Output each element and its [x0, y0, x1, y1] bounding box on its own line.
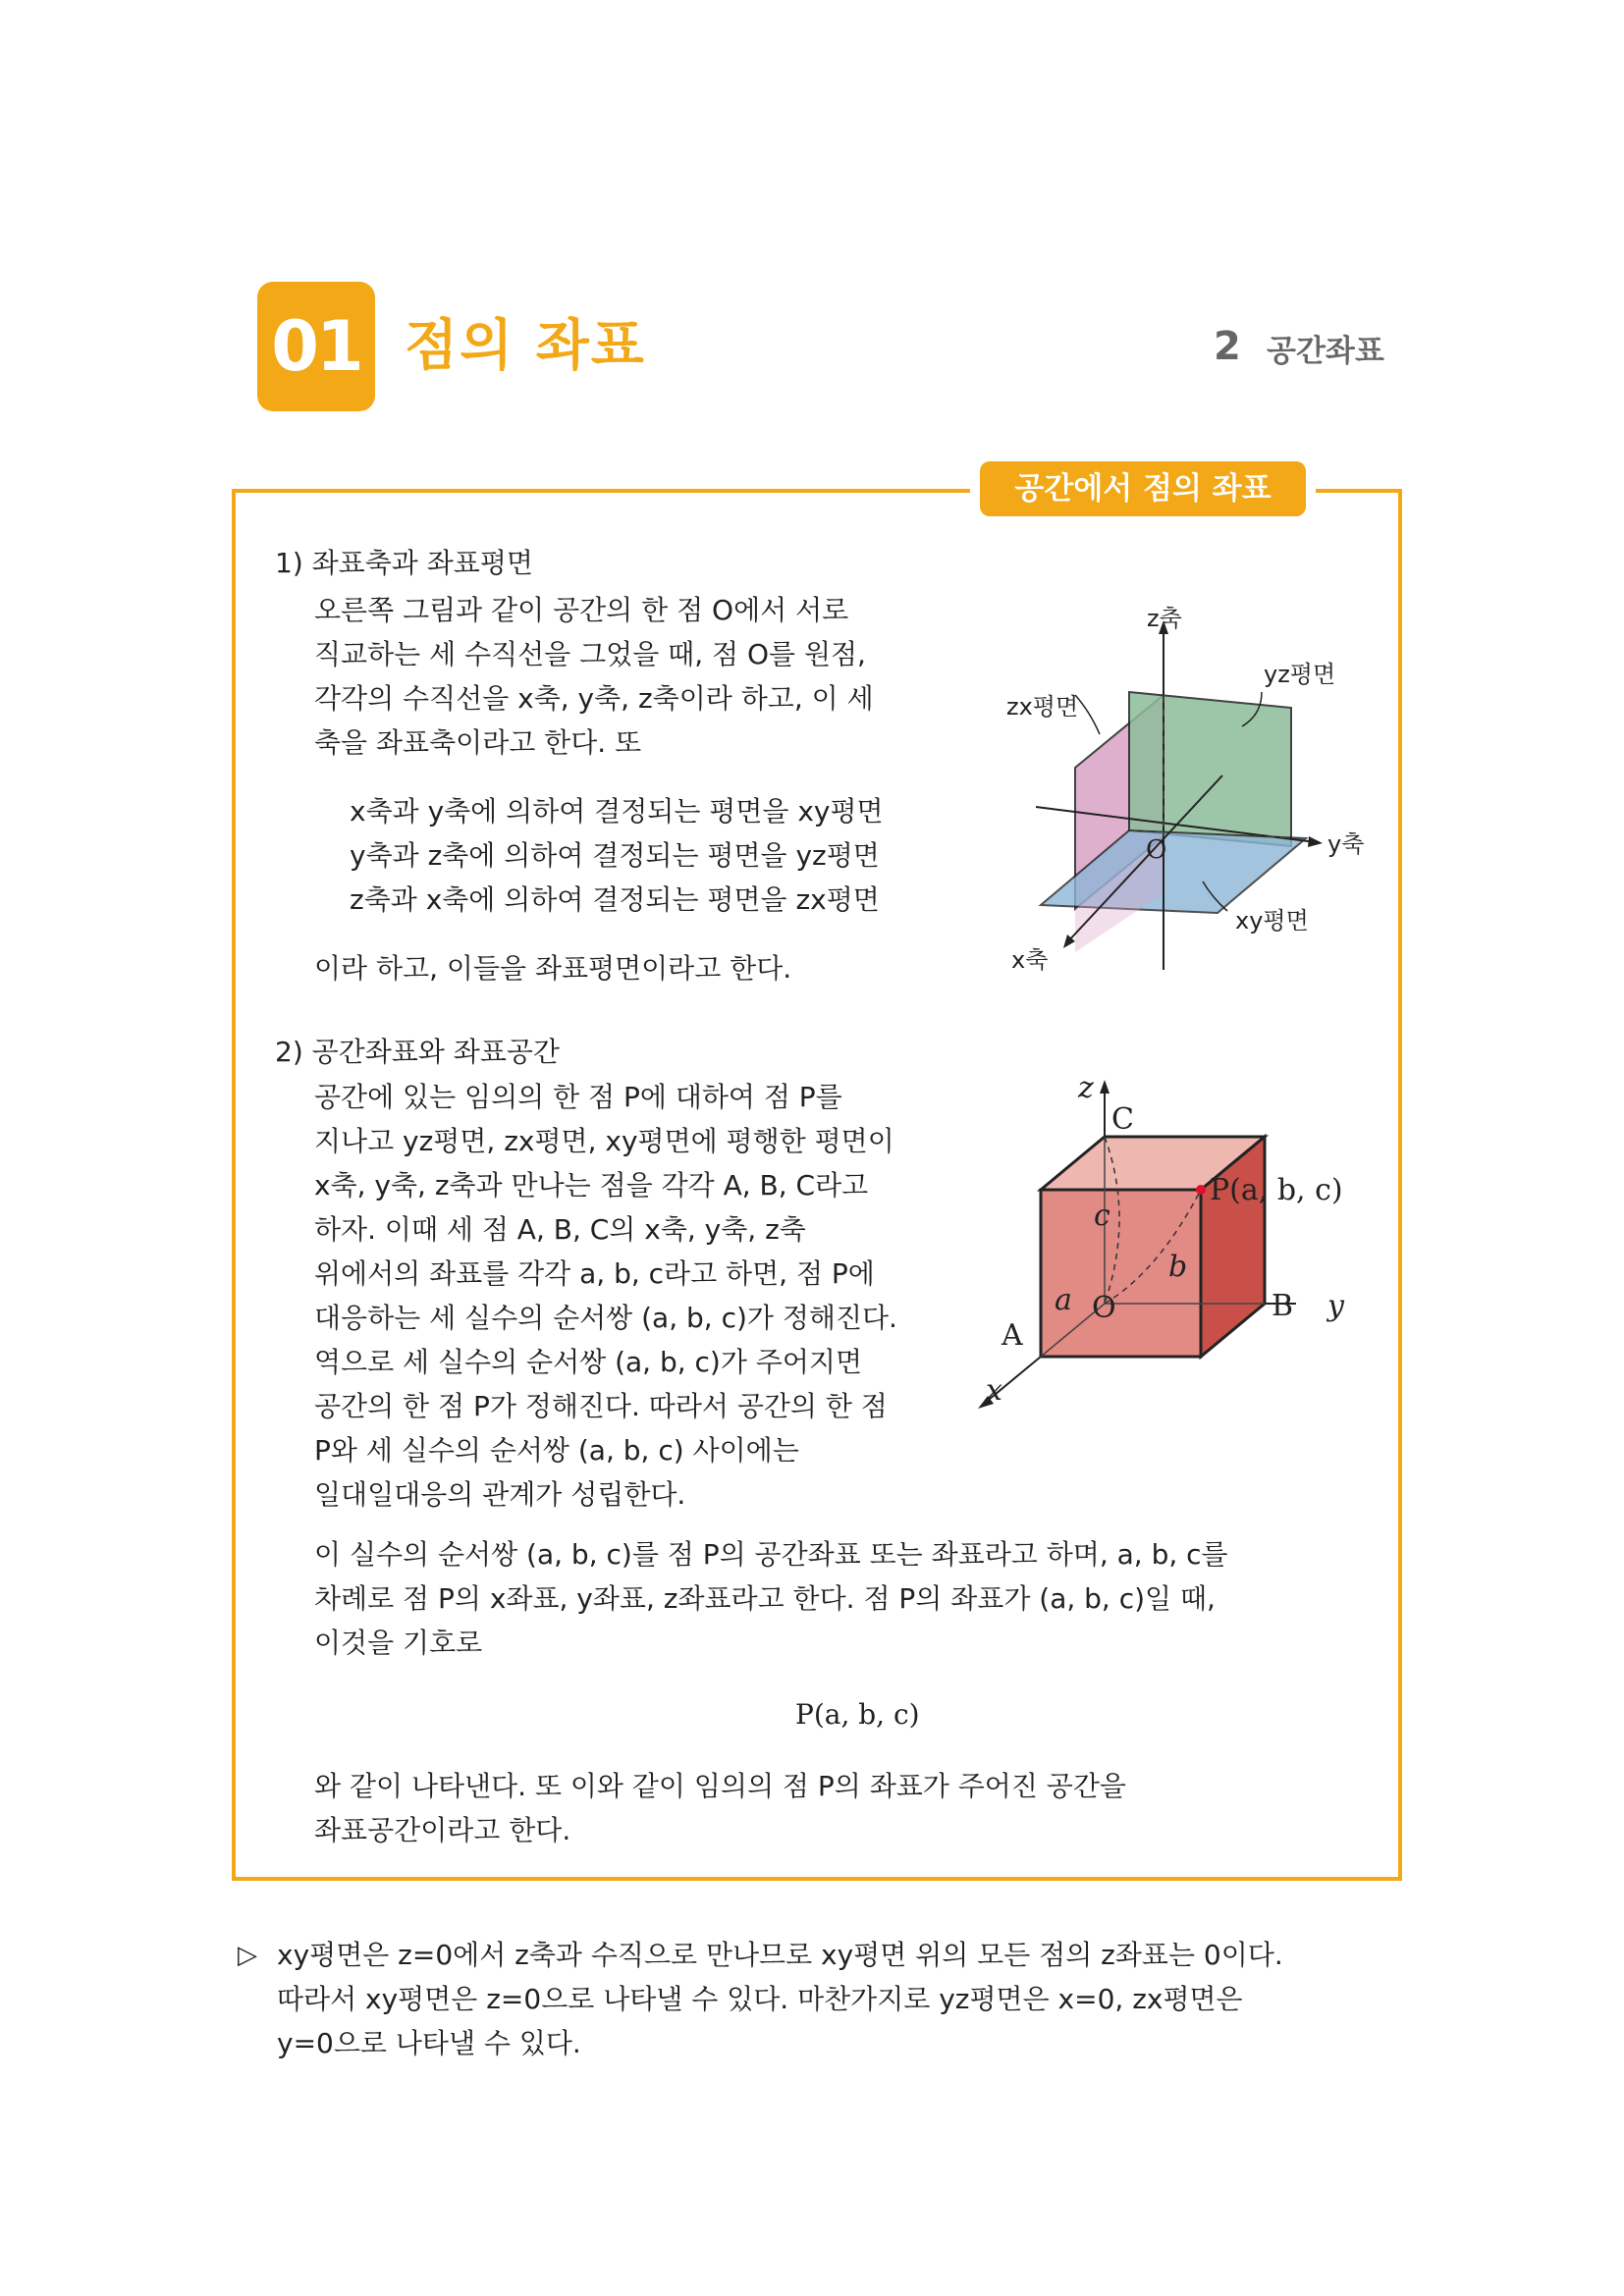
cube-b-point: B — [1272, 1289, 1294, 1323]
yz-plane-label: yz평면 — [1264, 661, 1336, 688]
xy-plane-label: xy평면 — [1235, 907, 1309, 934]
cube-a-length: a — [1055, 1283, 1072, 1317]
cube-o-label: O — [1092, 1291, 1116, 1325]
part2-body-line: 공간의 한 점 P가 정해진다. 따라서 공간의 한 점 — [314, 1390, 888, 1422]
part1-intro-line: 직교하는 세 수직선을 그었을 때, 점 O를 원점, — [314, 638, 866, 670]
origin-label: O — [1146, 835, 1167, 865]
definition-line: 이것을 기호로 — [314, 1627, 483, 1659]
part2-body-line: 대응하는 세 실수의 순서쌍 (a, b, c)가 정해진다. — [314, 1302, 897, 1334]
part1-intro-line: 오른쪽 그림과 같이 공간의 한 점 O에서 서로 — [314, 594, 849, 626]
part2-body-line: 일대일대응의 관계가 성립한다. — [314, 1478, 686, 1511]
coordinate-formula: P(a, b, c) — [795, 1698, 920, 1731]
point-p-marker — [1196, 1185, 1206, 1195]
plane-definition: y축과 z축에 의하여 결정되는 평면을 yz평면 — [350, 839, 880, 872]
chapter-title: 공간좌표 — [1267, 334, 1384, 369]
closing-line: 와 같이 나타낸다. 또 이와 같이 임의의 점 P의 좌표가 주어진 공간을 — [314, 1770, 1126, 1802]
part2-heading: 2) 공간좌표와 좌표공간 — [275, 1036, 560, 1068]
cube-c-label: C — [1111, 1102, 1134, 1137]
point-p-label: P(a, b, c) — [1210, 1173, 1343, 1207]
note-line: xy평면은 z=0에서 z축과 수직으로 만나므로 xy평면 위의 모든 점의 z좌표는 0이다. — [277, 1939, 1283, 1971]
plane-definition: z축과 x축에 의하여 결정되는 평면을 zx평면 — [350, 883, 880, 916]
definition-line: 차례로 점 P의 x좌표, y좌표, z좌표라고 한다. 점 P의 좌표가 (a, b, c)일 때, — [314, 1582, 1216, 1615]
part1-intro-line: 축을 좌표축이라고 한다. 또 — [314, 726, 642, 759]
closing-line: 좌표공간이라고 한다. — [314, 1814, 571, 1846]
part2-body-line: x축, y축, z축과 만나는 점을 각각 A, B, C라고 — [314, 1169, 869, 1201]
part1-heading: 1) 좌표축과 좌표평면 — [275, 547, 533, 579]
concept-box-tag: 공간에서 점의 좌표 — [980, 461, 1306, 516]
zx-plane-label: zx평면 — [1006, 693, 1079, 721]
chapter-number: 2 — [1214, 324, 1241, 369]
y-axis-label: y축 — [1327, 830, 1365, 858]
part2-body-line: 역으로 세 실수의 순서쌍 (a, b, c)가 주어지면 — [314, 1346, 862, 1378]
cube-x-label: x — [986, 1373, 1002, 1408]
section-title: 점의 좌표 — [405, 314, 646, 378]
cube-c-length: c — [1094, 1199, 1110, 1233]
part2-body-line: 하자. 이때 세 점 A, B, C의 x축, y축, z축 — [314, 1213, 806, 1246]
cube-z-label: z — [1078, 1071, 1094, 1105]
part2-body-line: P와 세 실수의 순서쌍 (a, b, c) 사이에는 — [314, 1434, 799, 1467]
part2-body-line: 지나고 yz평면, zx평면, xy평면에 평행한 평면이 — [314, 1125, 894, 1157]
note-line: 따라서 xy평면은 z=0으로 나타낼 수 있다. 마찬가지로 yz평면은 x=0, zx평면은 — [277, 1983, 1243, 2015]
section-number-badge: 01 — [257, 282, 375, 411]
coordinate-cube-figure — [962, 1070, 1375, 1423]
cube-b-length: b — [1168, 1250, 1188, 1284]
x-axis-label: x축 — [1011, 946, 1049, 974]
plane-definition: x축과 y축에 의하여 결정되는 평면을 xy평면 — [350, 795, 884, 828]
note-line: y=0으로 나타낼 수 있다. — [277, 2027, 581, 2059]
yz-plane-shape — [1129, 692, 1291, 846]
part2-body-line: 공간에 있는 임의의 한 점 P에 대하여 점 P를 — [314, 1081, 842, 1113]
part1-intro-line: 각각의 수직선을 x축, y축, z축이라 하고, 이 세 — [314, 682, 874, 715]
note-marker: ▷ — [238, 1941, 257, 1970]
coordinate-planes-figure — [977, 599, 1399, 991]
cube-y-label: y — [1327, 1289, 1344, 1323]
part1-outro: 이라 하고, 이들을 좌표평면이라고 한다. — [314, 952, 792, 985]
z-axis-label: z축 — [1147, 605, 1182, 632]
part2-body-line: 위에서의 좌표를 각각 a, b, c라고 하면, 점 P에 — [314, 1257, 875, 1290]
definition-line: 이 실수의 순서쌍 (a, b, c)를 점 P의 공간좌표 또는 좌표라고 하며, a, b, c를 — [314, 1538, 1228, 1571]
cube-a-point: A — [1001, 1318, 1023, 1353]
